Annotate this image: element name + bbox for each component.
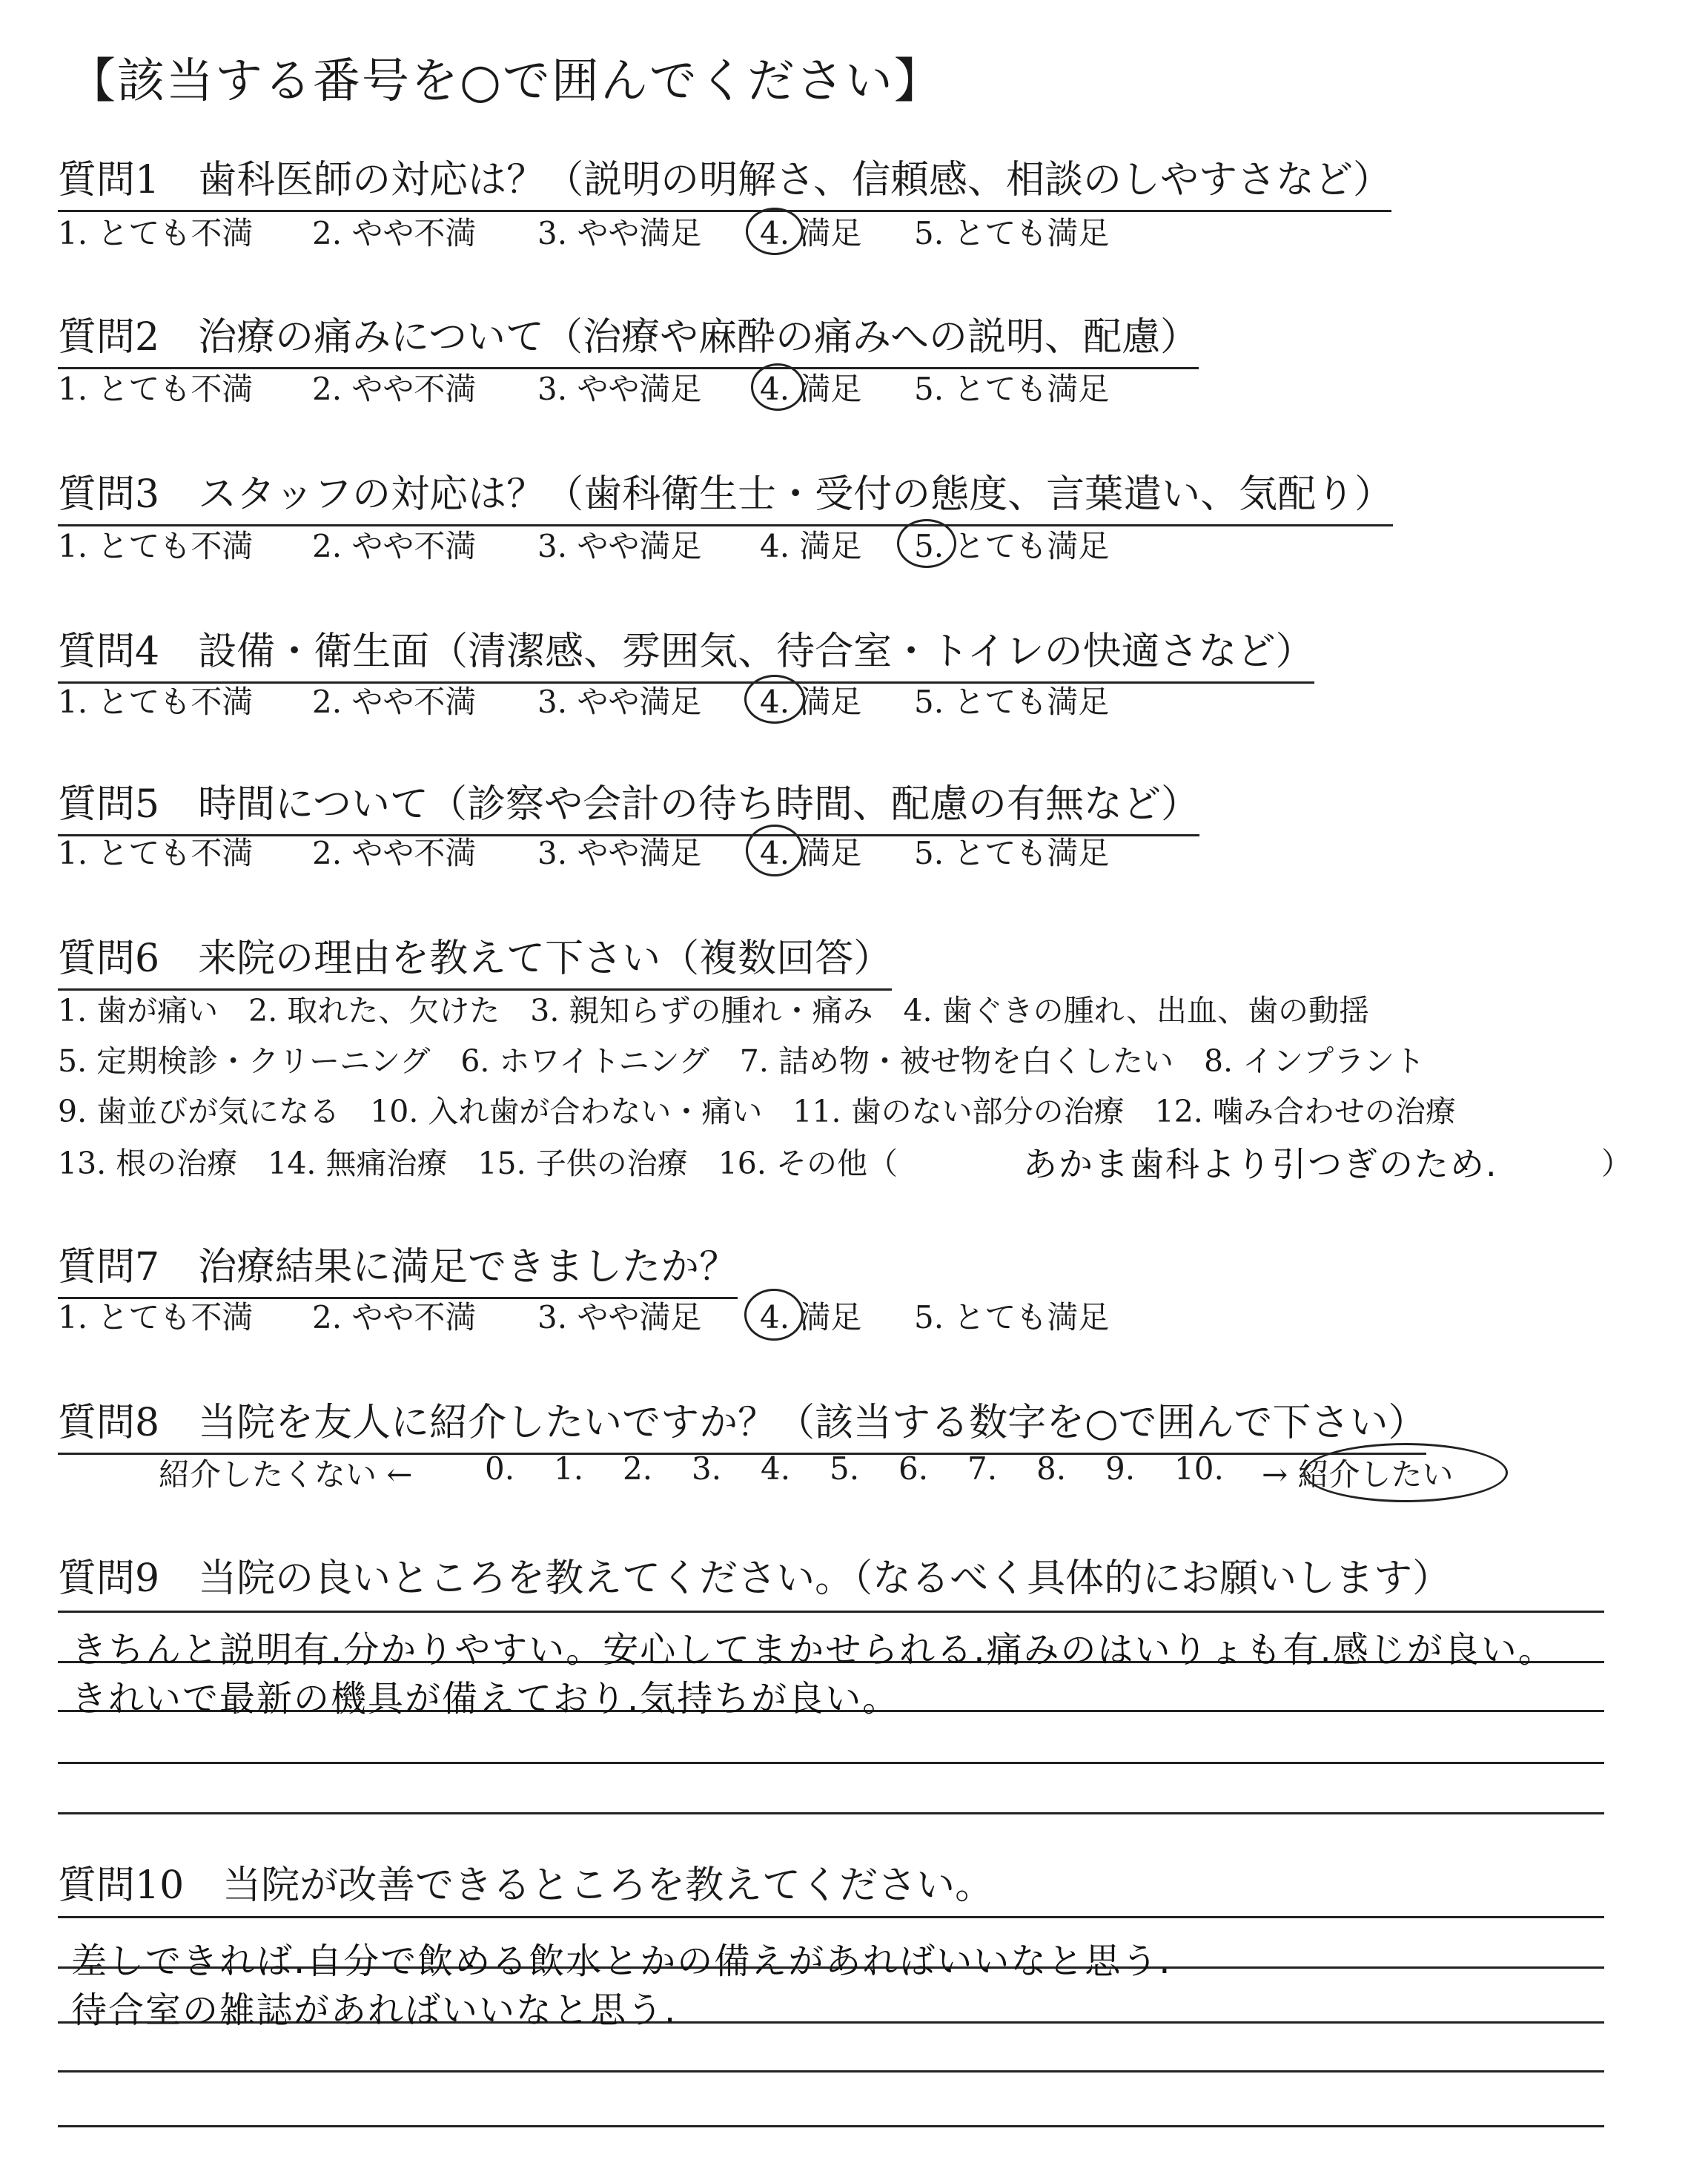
q7-option-4[interactable]: 4. 満足 xyxy=(760,1299,862,1335)
question-7-options xyxy=(58,1293,1244,1338)
q6-reasons-line-1[interactable]: 1. 歯が痛い 2. 取れた、欠けた 3. 親知らずの腫れ・痛み 4. 歯ぐきの腫れ、出血、歯の動揺 xyxy=(58,993,1370,1028)
q8-scale-6[interactable]: 6. xyxy=(898,1450,929,1487)
q8-scale-7[interactable]: 7. xyxy=(967,1450,998,1487)
q4-option-2[interactable]: 2. やや不満 xyxy=(312,684,477,720)
q10-answer-line-5 xyxy=(58,2125,1604,2127)
q2-selected-circle xyxy=(751,363,804,411)
q8-scale-3[interactable]: 3. xyxy=(692,1450,722,1487)
q10-answer-line-1 xyxy=(58,1916,1604,1918)
q1-option-3[interactable]: 3. やや満足 xyxy=(537,215,702,251)
question-5-options xyxy=(58,829,1244,873)
q7-option-5[interactable]: 5. とても満足 xyxy=(914,1299,1110,1335)
question-2-title: 質問2 治療の痛みについて（治療や麻酔の痛みへの説明、配慮） xyxy=(58,305,1199,369)
q1-option-1[interactable]: 1. とても不満 xyxy=(58,215,254,251)
q1-selected-circle xyxy=(746,208,804,255)
q1-option-5[interactable]: 5. とても満足 xyxy=(914,215,1110,251)
q10-answer-text-2[interactable]: 待合室の雑誌があればいいなと思う. xyxy=(71,1989,678,2031)
q4-selected-circle xyxy=(744,675,805,724)
q7-option-3[interactable]: 3. やや満足 xyxy=(537,1299,702,1335)
question-10-title: 質問10 当院が改善できるところを教えてください。 xyxy=(58,1863,994,1908)
q3-option-5[interactable]: 5. とても満足 xyxy=(914,528,1110,564)
q5-option-1[interactable]: 1. とても不満 xyxy=(58,835,254,871)
question-4-options xyxy=(58,678,1244,722)
q6-reasons-line-3[interactable]: 9. 歯並びが気になる 10. 入れ歯が合わない・痛い 11. 歯のない部分の治療 12. 噛み合わせの治療 xyxy=(58,1094,1456,1129)
q1-option-2[interactable]: 2. やや不満 xyxy=(312,215,477,251)
question-1-title: 質問1 歯科医師の対応は？（説明の明解さ、信頼感、相談のしやすさなど） xyxy=(58,148,1391,212)
q5-option-4[interactable]: 4. 満足 xyxy=(760,835,862,871)
question-4-title: 質問4 設備・衛生面（清潔感、雰囲気、待合室・トイレの快適さなど） xyxy=(58,620,1314,684)
q5-selected-circle xyxy=(746,825,804,876)
question-8-title: 質問8 当院を友人に紹介したいですか？（該当する数字を○で囲んで下さい） xyxy=(58,1391,1426,1455)
q2-option-5[interactable]: 5. とても満足 xyxy=(914,371,1110,407)
q8-left-label: 紹介したくない ← xyxy=(159,1456,413,1493)
q5-option-5[interactable]: 5. とても満足 xyxy=(914,835,1110,871)
question-5-title: 質問5 時間について（診察や会計の待ち時間、配慮の有無など） xyxy=(58,773,1199,836)
q8-scale-1[interactable]: 1. xyxy=(554,1450,584,1487)
q9-answer-line-5 xyxy=(58,1812,1604,1814)
q4-option-3[interactable]: 3. やや満足 xyxy=(537,684,702,720)
q2-option-4[interactable]: 4. 満足 xyxy=(760,371,862,407)
q8-scale-0[interactable]: 0. xyxy=(485,1450,515,1487)
q6-other-answer[interactable]: あかま歯科より引つぎのため. xyxy=(1023,1144,1498,1184)
q10-answer-line-4 xyxy=(58,2070,1604,2073)
q9-answer-line-1 xyxy=(58,1611,1604,1613)
q9-answer-line-4 xyxy=(58,1762,1604,1764)
q2-option-3[interactable]: 3. やや満足 xyxy=(537,371,702,407)
q6-other-close-paren: ） xyxy=(1601,1146,1632,1181)
q8-scale-8[interactable]: 8. xyxy=(1036,1450,1067,1487)
q8-selected-oval xyxy=(1303,1443,1508,1502)
q8-scale-10[interactable]: 10. xyxy=(1174,1450,1224,1487)
question-8-scale xyxy=(159,1450,1493,1495)
q3-option-1[interactable]: 1. とても不満 xyxy=(58,528,254,564)
q1-option-4[interactable]: 4. 満足 xyxy=(760,215,862,251)
q3-option-2[interactable]: 2. やや不満 xyxy=(312,528,477,564)
q3-option-3[interactable]: 3. やや満足 xyxy=(537,528,702,564)
q4-option-1[interactable]: 1. とても不満 xyxy=(58,684,254,720)
q8-scale-2[interactable]: 2. xyxy=(623,1450,653,1487)
q5-option-3[interactable]: 3. やや満足 xyxy=(537,835,702,871)
q4-option-5[interactable]: 5. とても満足 xyxy=(914,684,1110,720)
q8-scale-4[interactable]: 4. xyxy=(761,1450,791,1487)
q6-reasons-line-2[interactable]: 5. 定期検診・クリーニング 6. ホワイトニング 7. 詰め物・被せ物を白くしたい 8. インプラント xyxy=(58,1043,1426,1079)
q8-scale-5[interactable]: 5. xyxy=(830,1450,860,1487)
q7-selected-circle xyxy=(744,1289,804,1341)
q9-answer-text-2[interactable]: きれいで最新の機具が備えており.気持ちが良い。 xyxy=(71,1678,900,1720)
q4-option-4[interactable]: 4. 満足 xyxy=(760,684,862,720)
q8-scale-9[interactable]: 9. xyxy=(1105,1450,1136,1487)
q9-answer-text-1[interactable]: きちんと説明有.分かりやすい。安心してまかせられる.痛みのはいりょも有.感じが良い。 xyxy=(71,1629,1555,1671)
q6-reasons-line-4[interactable]: 13. 根の治療 14. 無痛治療 15. 子供の治療 16. その他（ xyxy=(58,1146,898,1181)
q8-right-label[interactable]: → 紹介したい xyxy=(1262,1456,1454,1493)
q2-option-1[interactable]: 1. とても不満 xyxy=(58,371,254,407)
q3-option-4[interactable]: 4. 満足 xyxy=(760,528,862,564)
question-3-title: 質問3 スタッフの対応は？（歯科衛生士・受付の態度、言葉遣い、気配り） xyxy=(58,463,1393,526)
question-7-title: 質問7 治療結果に満足できましたか？ xyxy=(58,1235,738,1299)
q2-option-2[interactable]: 2. やや不満 xyxy=(312,371,477,407)
q7-option-1[interactable]: 1. とても不満 xyxy=(58,1299,254,1335)
q3-selected-circle xyxy=(897,519,956,568)
question-6-title: 質問6 来院の理由を教えて下さい（複数回答） xyxy=(58,927,892,991)
question-3-options xyxy=(58,522,1244,567)
q5-option-2[interactable]: 2. やや不満 xyxy=(312,835,477,871)
q7-option-2[interactable]: 2. やや不満 xyxy=(312,1299,477,1335)
question-2-options xyxy=(58,365,1244,409)
survey-header: 【該当する番号を○で囲んでください】 xyxy=(68,54,943,109)
question-9-title: 質問9 当院の良いところを教えてください。（なるべく具体的にお願いします） xyxy=(58,1556,1452,1601)
question-1-options xyxy=(58,209,1244,254)
q10-answer-text-1[interactable]: 差しできれば.自分で飲める飲水とかの備えがあればいいなと思う. xyxy=(71,1941,1172,1982)
